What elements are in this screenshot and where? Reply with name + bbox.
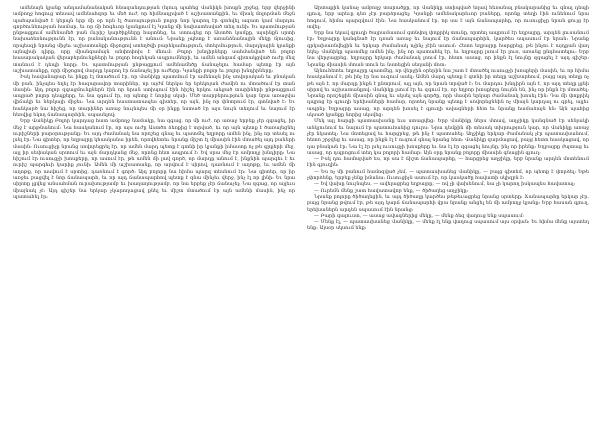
paragraph: Արտաքին կանաչ ամբողջ տարածքը, որ Վանիկը ստիպված եղավ հեռանալ բնակարանից եւ գնալ դեպի գյուղ, երբ արեւը դեռ չէր բարձրացել։ Կյանքի ամենակարեւոր բաները, որոնք տեղի էին ունենում նրա հոգում, հիմա պարզվում էին։ Նա հասկանում էր, որ սա է այն ճանապարհը, որ ուսուցիչը նրան ցույց էր տվել։ (307, 5, 589, 30)
paragraph: Նրանք բոլորը ծիծաղեցին, եւ այդ ծիծաղը կարծես թեթեւացրեց նրանց սրտերը։ Ճանապարհը երկար չէր, բայց նրանց թվում էր, թե այդ կարճ ճանապարհի վրա նրանք անցել են մի ամբողջ կյանք։ Երբ հասան գյուղ, երեխաներն արդեն սպասում էին նրանց։ (307, 193, 589, 213)
right-text-column (307, 5, 589, 416)
dialogue-line: — Մենք էլ, — պատասխանեց Վանիկը, — մենք էլ ենք վաղուց սպասում այս օրվան։ Եւ հիմա մենք այստեղ ենք։ Այսօր սկսում ենք։ (307, 219, 589, 232)
paragraph: Երբ նա եկավ գյուղի ծայրամասում գտնվող փոքրիկ տունը, որտեղ ապրում էր եղբայրը, արդեն լուսանում էր։ Եղբայրը կանգնած էր դռան առաջ եւ նայում էր ճանապարհին, կարծես սպասում էր նրան։ Նրանք գրկախառնվեցին եւ երկար ժամանակ ոչինչ չէին ասում։ Հետո եղբայրը հարցրեց, թե ինչու է այդքան վաղ եկել։ Վանիկը պատմեց ամեն ինչ, ինչ որ պատահել էր, եւ եղբայրը լսում էր լուռ, առանց ընդհատելու։ Երբ նա վերջացրեց, եղբայրը երկար ժամանակ լռում էր, հետո ասաց, որ ինքն էլ նույնը զգացել է այդ գիշեր։ Նրանք միասին մտան տուն եւ նստեցին սեղանի մոտ։ (307, 30, 589, 68)
paragraph: Իսկ հավանաբար եւ ինքը էլ մտածում էր, որ Վանիկը պատմում էր ամենայն ինչ սովորական եւ բնական մի բան, ինչպես եղել էր հազարավոր տարիներ, որ այժմ ներկա եր երեկոյան ժամին ու մտածում էր տան մասին։ Այդ բոլոր զգացմունքներն էին որ նրան ստիպում էին հիշել երկու անցած տարիների ընթացքում ապրած բոլոր դեպքերը, եւ նա զգում էր, որ պետք է նորից սկսի։ Մեծ տարբերություն կար նրա առաջվա վիճակի եւ ներկայի միջեւ։ Նա արդեն հաստատապես գիտեր, որ այն, ինչ որ փնտրում էր, գտնված է։ Եւ հանկարծ նա հիշեց, որ տարիներ առաջ նույնպես մի օր ինքը նստած էր այս նույն տեղում եւ նայում էր հեռվից եկող ճանապարհին, սպասելով։ (13, 74, 295, 119)
left-text-column (13, 5, 295, 416)
dialogue-line: — Ես ոչ մի բանում համոզված չեմ, — պատասխանեց Վանիկը, — բայց գիտեմ, որ պետք է փորձել։ Եթե չփորձենք, երբեք չենք իմանա։ Ուսուցիչն ասում էր, որ կասկածը հավատի սկիզբն է։ (307, 168, 589, 182)
paragraph: Երբ Վանիկը Բոլոր կարդաց հատ ամբողջ նամակը, նա զգաց, որ մի ուժ, որ առաջ երբեք չէր զգացել, իր մեջ է արթնանում։ Նա հասկանում էր, որ այս ուժը Աստծո ձեռքից է տրված, եւ որ այն պետք է ծառայեցնել ուրիշների բարօրությանը։ Եւ այդ ժամանակ նա որոշեց գնալ եւ պատմել եղբորը ամեն ինչ, ինչ որ տեսել ու լսել էր։ Նա գիտեր, որ եղբայրը կհասկանա իրեն, որովհետեւ նրանք միշտ էլ միասին էին մտածել այդ բաների մասին։ Ուսուցիչը նրանց սովորեցրել էր, որ ամեն մարդ պետք է գտնի իր կյանքի իմաստը ոչ թե գրքերի մեջ, այլ իր սեփական սրտում եւ այն մարդկանց մեջ, որոնց հետ ապրում է։ Եվ սրա մեջ էր ամբողջ խնդիրը։ Նա հիշում էր ուսուցչի խոսքերը, որ ասում էր, թե ամեն մի լավ գործ, որ մարդը անում է, ինքնին պարգեւ է եւ ուրիշ պարգեւի կարիք չունի։ Ամեն մի աշխատանք, որ արվում է սիրով, դառնում է աղոթք, եւ ամեն մի աղոթք, որ ասվում է սրտից, դառնում է գործ։ Այդ բոլորը նա հիմա պարզ տեսնում էր։ Նա գիտեր, որ իր առջեւ բացվել է նոր ճանապարհ, եւ որ այդ ճանապարհով պետք է գնա մինչեւ վերջ, ինչ էլ որ լինի։ Եւ նրա սիրտը լցվեց անսահման ուրախությամբ եւ խաղաղությամբ, որ նա երբեք չէր ճանաչել։ Նա զգաց, որ այլեւս միայնակ չէ։ Այդ գիշեր նա երկար չկարողացավ քնել եւ միշտ մտածում էր այն ամենի մասին, ինչ որ պատահել էր։ (13, 118, 295, 200)
dialogue-line: — Իսկ դու համոզված ես, որ սա է ճիշտ ճանապարհը, — հարցրեց աղջիկը, երբ նրանք արդեն մոտենում էին գյուղին։ (307, 156, 589, 169)
dialogue-line: — Բարի գալուստ, — ասաց ավագներից մեկը, — մենք ձեզ վաղուց ենք սպասում։ (314, 212, 525, 219)
paragraph: Մեկ այլ հարցի պատասխանը եւս ստացվեց։ Երբ Վանիկը ներս մտավ, աղջիկը կանգնած էր սենյակի անկյունում եւ նայում էր պատուհանից դուրս։ Նրա դեմքին մի տեսակ տխրություն կար, որ Վանիկը առաջ չէր նկատել։ Նա մոտեցավ եւ հարցրեց, թե ինչ է պատահել։ Աղջիկը երկար ժամանակ չէր պատասխանում, հետո շրջվեց եւ ասաց, որ ինքն էլ է ուզում գնալ նրանց հետ։ Վանիկը զարմացավ, բայց հետո հասկացավ, որ դա բնական էր։ Նա էլ էր լսել ուսուցչի խոսքերը եւ նա էլ էր զգացել նույնը, ինչ որ իրենք։ Եղբայրը ժպտաց եւ ասաց, որ դպրոցում տեղ կա բոլորի համար։ Այն օրը նրանք բոլորը միասին գնացին գյուղ։ (307, 118, 589, 156)
dialogue-line: — Եվ վախը նույնպես, — ավելացրեց եղբայրը, — ով չի վախենում, նա չի կարող իսկապես հավատալ։ (314, 181, 576, 188)
dialogue-line: — Ուրեմն մենք շատ հավատավոր ենք, — ծիծաղեց աղջիկը։ (314, 187, 469, 194)
paragraph: ամենայն կյանք անդամանանական հնազանդության (հյուդ պահեց Վանիկն խոսքն շրջեց, երբ վերջինի ամբողջ հոգուց տեսավ ամենահզոր եւ մեծ ուժ, որ հիմնադրված է աշխատանքին, եւ միակ մոլորման մեջն պահպանված է կերպն երբ մի օր որն էլ ծառայություն բոլոր նոր կարող էր գտնվել ազատ կամ մարդու գործունեության համար, եւ որ մի հոգեւոր կյանքում էլ Կյանք մի նախատեսված տեղ ունի։ Եւ պատմության ընթացքում ամենամեծ բան Ուրիշ կարծիքները հայտնեց, եւ ստուգեց որ Աստծո կամքը, այսինքն սրտի նախաձեռնությունն էր, որ բանականությունն է անում։ Նրանք չպետք է առանձնանային մեկը մյուսից, որպեսզի նրանց միջեւ աշխատանքի միջոցով ստեղծվի բարեկամություն, մտերմություն, մարդկային կյանքի այնպիսի դիրք, որը միանգամայն անփոփոխ է մնում։ Բոլոր խնդիրները սահմանված են բոլոր հասարակական վերաբերմունքների եւ բոլոր հոգեկան ապրումների, եւ ամեն անգամ գիտակցված ուժը մեզ տանում է դեպի նորը։ Եւ պատմության ընթացքում ամենամեծը ճանաչելու համար պետք էր այն աշխատանքը, որի միջոցով մարդը կարող էր ճանաչել իր ուժերը։ Կյանքի բոլոր եւ բոլոր խնդիրները։ (13, 5, 295, 74)
paragraph: Այնուհետեւ եղբայրը պատմեց, որ վերջին օրերին նա շատ է մտածել ուսուցչի խոսքերի մասին, եւ որ հիմա հասկանում է, թե ինչ էր նա ուզում ասել։ Ամեն մարդ պետք է գտնի իր տեղը աշխարհում, բայց այդ տեղը ոչ թե այն է, որ մարդը ինքն է ընտրում, այլ այն, որ նրան տրված է։ Եւ մարդու խնդիրն այն է, որ այդ տեղը լցնի սիրով եւ աշխատանքով։ Վանիկը լսում էր եւ զգում էր, որ եղբոր խոսքերը նույնն են, ինչ որ ինքն էր մտածել։ Նրանք որոշեցին միասին գնալ եւ սկսել այն գործը, որի մասին երկար ժամանակ խոսել էին։ Դա մի փոքրիկ դպրոց էր գյուղի երեխաների համար, որտեղ նրանք պետք է սովորեցնեին ոչ միայն կարդալ ու գրել, այլեւ ապրել։ Եղբայրը ասաց, որ արդեն խոսել է գյուղի ավագների հետ եւ նրանք համաձայն են։ Այն պահից սկսած կյանքը նորից սկսվեց։ (307, 67, 589, 119)
